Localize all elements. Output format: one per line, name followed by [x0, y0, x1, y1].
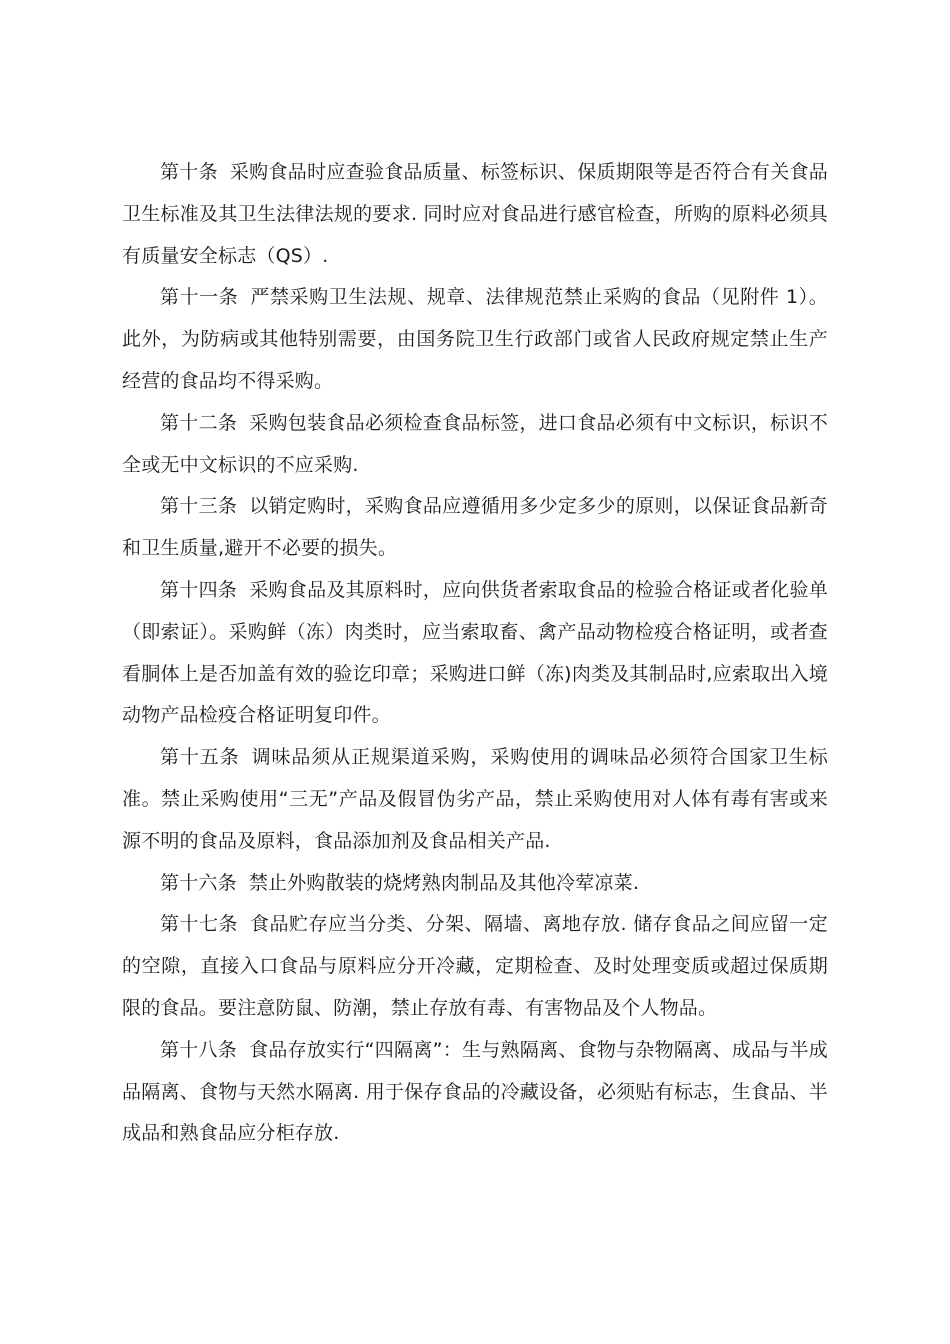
- article-number: 第十八条: [160, 1038, 238, 1061]
- article-13: [122, 486, 828, 570]
- article-number: 第十六条: [160, 871, 237, 894]
- article-text: 以销定购时，采购食品应遵循用多少定多少的原则，以保证食品新奇和卫生质量,避开不必要的损失。: [122, 495, 828, 560]
- article-text: 食品存放实行“四隔离”：生与熟隔离、食物与杂物隔离、成品与半成品隔离、食物与天然水隔离. 用于保存食品的冷藏设备，必须贴有标志，生食品、半成品和熟食品应分柜存放.: [122, 1038, 828, 1145]
- article-number: 第十条: [160, 161, 218, 183]
- article-number: 第十五条: [160, 746, 240, 769]
- article-text: 食品贮存应当分类、分架、隔墙、离地存放. 储存食品之间应留一定的空隙，直接入口食品与原料应分开冷藏，定期检查、及时处理变质或超过保质期限的食品。要注意防鼠、防潮，禁止存放有毒、有害物品及个人物品。: [122, 913, 829, 1019]
- article-text: 调味品须从正规渠道采购，采购使用的调味品必须符合国家卫生标准。禁止采购使用“三无”产品及假冒伪劣产品，禁止采购使用对人体有毒有害或来源不明的食品及原料，食品添加剂及食品相关产品.: [122, 746, 828, 852]
- article-17: [122, 904, 828, 1029]
- article-11: [122, 277, 828, 402]
- article-number: 第十七条: [160, 913, 239, 936]
- article-text: 严禁采购卫生法规、规章、法律规范禁止采购的食品（见附件 1）。此外，为防病或其他特别需要，由国务院卫生行政部门或省人民政府规定禁止生产经营的食品均不得采购。: [122, 286, 828, 392]
- article-number: 第十四条: [160, 578, 238, 601]
- document-body: [122, 152, 828, 1155]
- article-16: [122, 863, 828, 905]
- article-text: 采购食品及其原料时，应向供货者索取食品的检验合格证或者化验单（即索证）。采购鲜（冻）肉类时，应当索取畜、禽产品动物检疫合格证明，或者查看胴体上是否加盖有效的验讫印章；采购进口鲜（冻)肉类及其制品时,应索取出入境动物产品检疫合格证明复印件。: [122, 578, 828, 727]
- article-number: 第十一条: [160, 286, 239, 309]
- article-10: [122, 152, 828, 277]
- article-text: 采购包装食品必须检查食品标签，进口食品必须有中文标识，标识不全或无中文标识的不应采购.: [122, 411, 828, 476]
- article-text: 采购食品时应查验食品质量、标签标识、保质期限等是否符合有关食品卫生标准及其卫生法律法规的要求. 同时应对食品进行感官检查，所购的原料必须具有质量安全标志（QS）.: [122, 161, 828, 267]
- article-text: 禁止外购散装的烧烤熟肉制品及其他冷荤凉菜.: [248, 871, 640, 894]
- article-number: 第十三条: [160, 495, 238, 518]
- article-18: [122, 1030, 828, 1155]
- article-number: 第十二条: [160, 411, 238, 434]
- article-14: [122, 570, 828, 737]
- article-15: [122, 737, 828, 862]
- article-12: [122, 403, 828, 487]
